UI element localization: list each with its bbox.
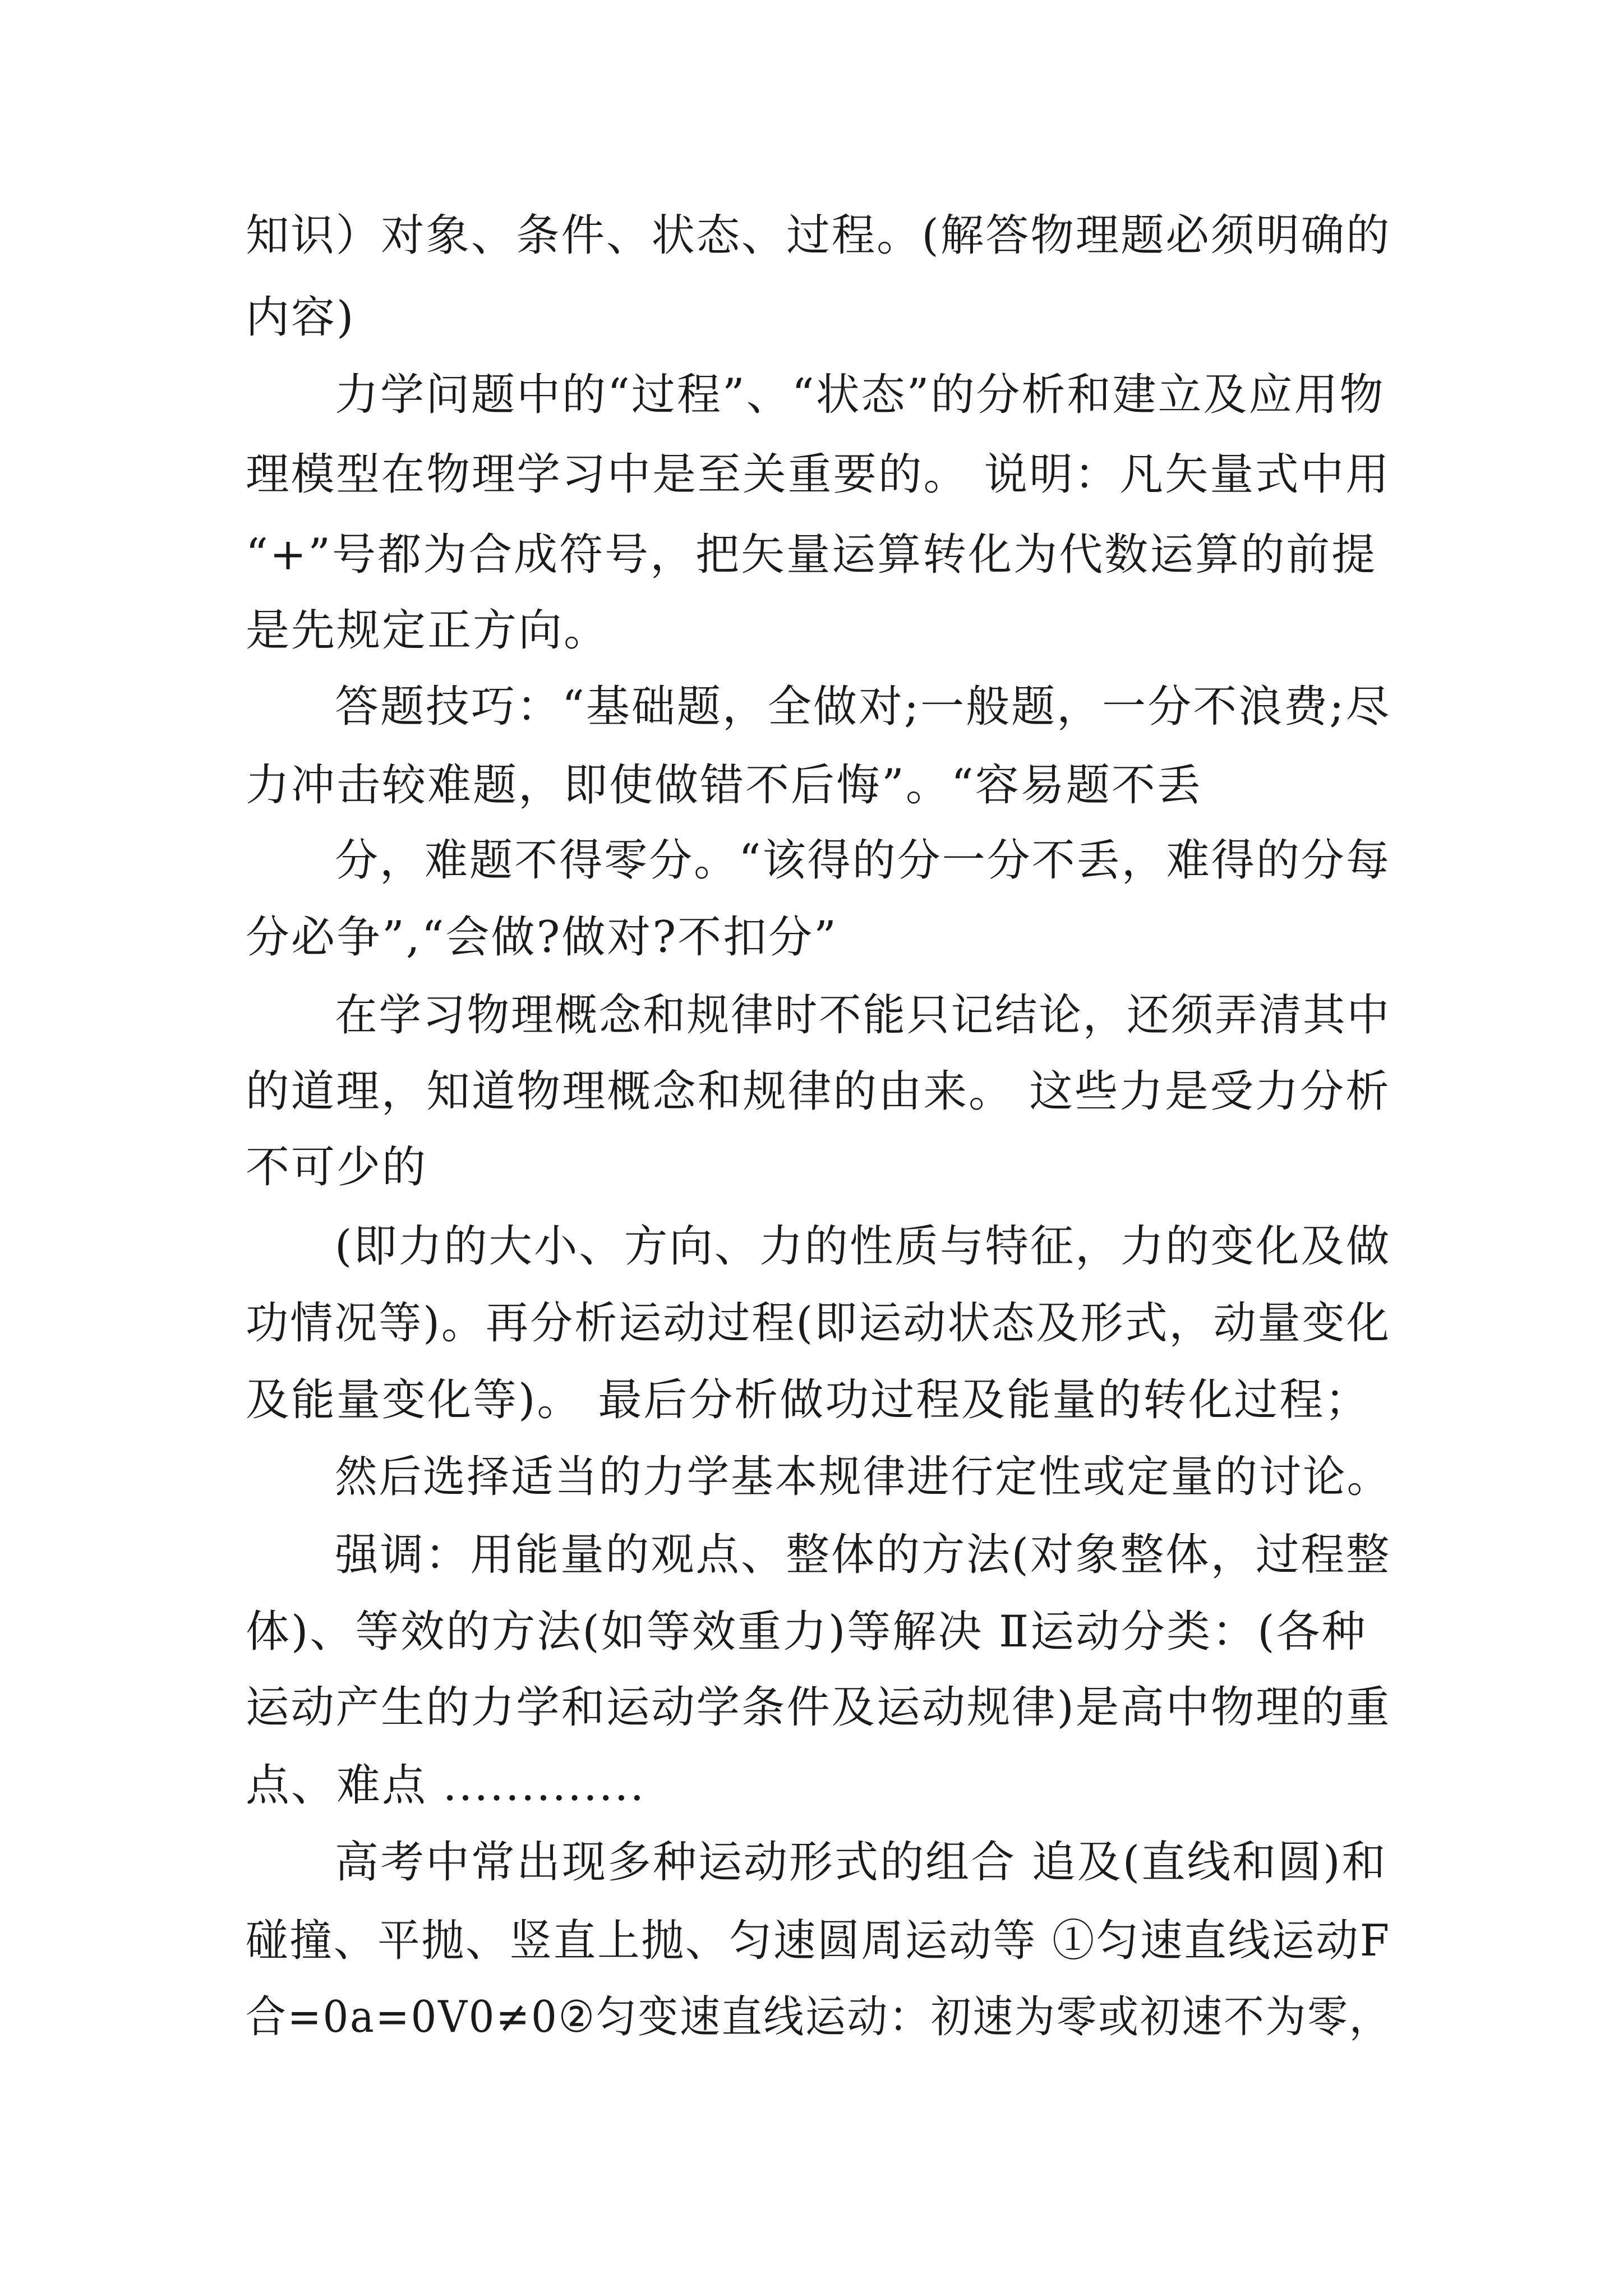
text-line: 点、难点 ............. [246,1760,646,1811]
text-line: 分必争”,“会做?做对?不扣分” [246,912,838,963]
text-line: 分，难题不得零分。“该得的分一分不丢，难得的分每 [335,835,1391,886]
text-line: 在学习物理概念和规律时不能只记结论，还须弄清其中 [335,990,1391,1041]
text-line: 功情况等)。再分析运动过程(即运动状态及形式，动量变化 [246,1298,1391,1349]
text-line: 及能量变化等)。 最后分析做功过程及能量的转化过程； [246,1375,1371,1425]
text-line: 理模型在物理学习中是至关重要的。 说明：凡矢量式中用 [246,449,1391,500]
text-line: 碰撞、平抛、竖直上抛、匀速圆周运动等 ①匀速直线运动F [246,1916,1391,1966]
text-line: 不可少的 [246,1142,428,1193]
text-line: 知识）对象、条件、状态、过程。(解答物理题必须明确的 [246,210,1391,261]
text-line: 是先规定正方向。 [246,605,610,656]
text-line: 力冲击较难题，即使做错不后悔”。“容易题不丢 [246,760,1202,811]
text-line: 合=0a=0V0≠0②匀变速直线运动：初速为零或初速不为零， [246,1992,1391,2042]
text-line: 运动产生的力学和运动学条件及运动规律)是高中物理的重 [246,1682,1391,1733]
text-line: 内容) [246,292,356,343]
text-line: 的道理，知道物理概念和规律的由来。 这些力是受力分析 [246,1066,1391,1117]
text-line: “+”号都为合成符号，把矢量运算转化为代数运算的前提 [246,530,1377,580]
text-line: 高考中常出现多种运动形式的组合 追及(直线和圆)和 [335,1837,1387,1888]
text-line: 体)、等效的方法(如等效重力)等解决 Ⅱ运动分类：(各种 [246,1607,1367,1657]
text-line: 然后选择适当的力学基本规律进行定性或定量的讨论。 [335,1452,1391,1502]
text-line: 答题技巧：“基础题，全做对;一般题，一分不浪费;尽 [335,682,1391,732]
text-line: 强调：用能量的观点、整体的方法(对象整体，过程整 [335,1530,1391,1580]
text-line: 力学问题中的“过程”、“状态”的分析和建立及应用物 [335,370,1385,420]
text-line: (即力的大小、方向、力的性质与特征，力的变化及做 [335,1221,1391,1272]
